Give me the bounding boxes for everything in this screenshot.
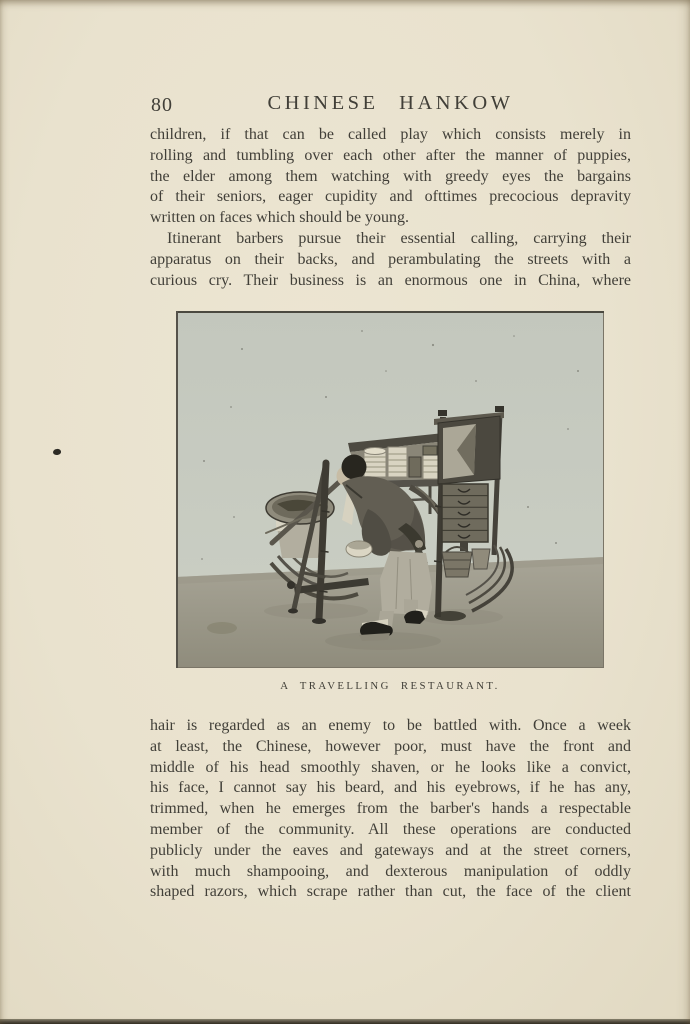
text-line: member of the community. All these operations are conducted xyxy=(150,820,631,838)
bowl-stacks xyxy=(364,446,439,479)
illustration-figure xyxy=(176,311,604,692)
text-line: Itinerant barbers pursue their essential calling, carrying their xyxy=(167,230,631,247)
text-line: trimmed, when he emerges from the barber's hands a respectable xyxy=(150,800,631,818)
page-number: 80 xyxy=(151,94,173,116)
travelling-restaurant-illustration xyxy=(176,311,604,668)
running-title: CHINESE HANKOW xyxy=(267,92,514,114)
text-line: with much shampooing, and dexterous manipulation of oddly xyxy=(150,862,631,880)
paragraph-1 xyxy=(150,125,631,229)
text-line: middle of his head smoothly shaven, or he looks like a convict, xyxy=(150,758,631,776)
text-line: the elder among them watching with greedy eyes the bargains xyxy=(150,167,631,185)
text-line: at least, the Chinese, however poor, must have the front and xyxy=(150,737,631,755)
paragraph-3 xyxy=(150,716,631,903)
illustration-caption: A TRAVELLING RESTAURANT. xyxy=(280,680,500,692)
text-line: rolling and tumbling over each other after the manner of puppies, xyxy=(150,146,631,164)
text-line: hair is regarded as an enemy to be battled with. Once a week xyxy=(150,717,631,734)
text-line: shaped razors, which scrape rather than cut, the face of the client xyxy=(150,883,631,901)
text-line: written on faces which should be young. xyxy=(150,209,410,227)
text-line: curious cry. Their business is an enormous one in China, where xyxy=(150,271,631,289)
page-bottom-edge xyxy=(0,1019,690,1024)
paragraph-2 xyxy=(150,229,631,291)
ink-speck xyxy=(52,448,61,456)
text-line: apparatus on their backs, and perambulating the streets with a xyxy=(150,250,631,268)
text-line: his face, I cannot say his beard, and his eyebrows, if he has any, xyxy=(150,779,631,797)
text-line: publicly under the eaves and gateways and at the street corners, xyxy=(150,841,631,859)
text-line: children, if that can be called play which consists merely in xyxy=(150,126,631,143)
text-line: of their seniors, eager cupidity and ofttimes precocious depravity xyxy=(150,188,631,206)
